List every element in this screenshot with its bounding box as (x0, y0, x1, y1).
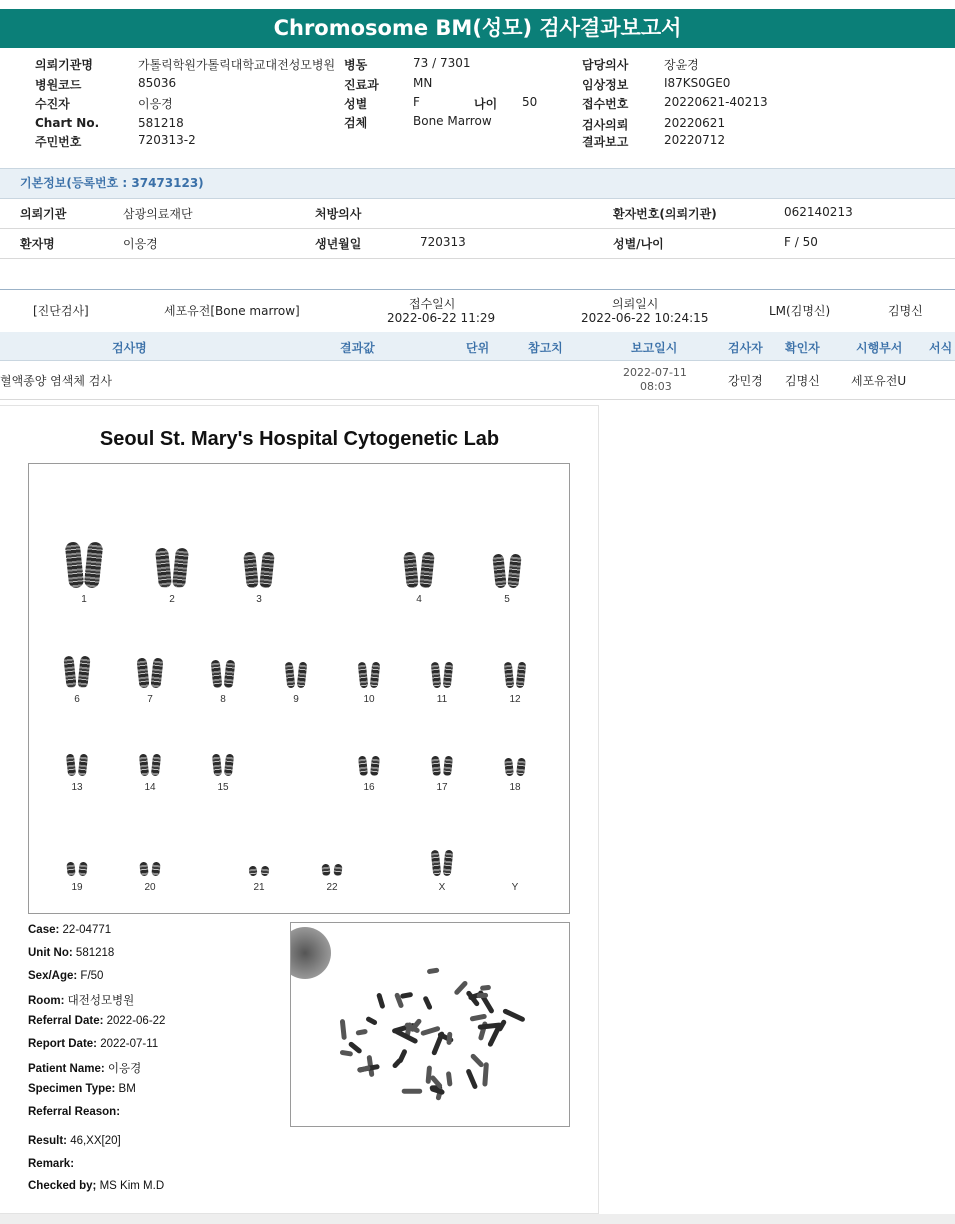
result-field: Result: 46,XX[20] (28, 1135, 121, 1147)
chromosome-pair-10 (359, 662, 380, 688)
chromosome (150, 658, 163, 689)
received-value: 2022-06-22 11:29 (387, 311, 496, 325)
divider (0, 289, 955, 290)
name-value: 이응경 (123, 237, 158, 251)
report-date: 2022-07-11 (623, 366, 687, 379)
metaphase-image (290, 922, 570, 1127)
chromosome (284, 662, 295, 689)
metaphase-chromosome (478, 1021, 488, 1041)
chromosome-label: 15 (217, 782, 229, 793)
header-value: 85036 (138, 76, 177, 90)
header-value: 50 (522, 95, 538, 109)
chromosome (66, 862, 75, 877)
header-value: 581218 (138, 116, 184, 130)
chromosome (212, 754, 222, 777)
doctor-label: 처방의사 (315, 207, 362, 221)
chromosome-label: 16 (363, 782, 375, 793)
chromosome-pair-15 (213, 754, 233, 776)
header-value: 장윤경 (664, 58, 699, 72)
chromosome (431, 756, 441, 777)
chromosome (419, 551, 434, 588)
pid-value: 062140213 (784, 205, 853, 219)
chromosome (224, 660, 236, 689)
chromosome-pair-11 (432, 662, 453, 688)
birth-value: 720313 (420, 235, 466, 249)
chromosome-label: 6 (74, 694, 80, 705)
chromosome-label: 13 (71, 782, 83, 793)
confirmer: 김명신 (785, 374, 820, 388)
chromosome-label: 10 (363, 694, 375, 705)
col-exam-name: 검사명 (112, 341, 147, 355)
metaphase-chromosome (469, 1014, 487, 1022)
karyotype-report (0, 405, 599, 1214)
header-value: 20220621 (664, 116, 726, 130)
referral-reason-field: Referral Reason: (28, 1106, 121, 1118)
chromosome-pair-21 (249, 866, 269, 876)
chromosome (358, 756, 368, 777)
col-tester: 검사자 (728, 341, 763, 355)
report-time: 08:03 (640, 380, 672, 393)
metaphase-chromosome (427, 967, 440, 974)
lab-title: Seoul St. Mary's Hospital Cytogenetic Lab (99, 428, 500, 450)
col-confirmer: 확인자 (785, 341, 820, 355)
chromosome (65, 541, 84, 588)
metaphase-chromosome (355, 1029, 367, 1036)
chromosome (443, 756, 453, 777)
chromosome-pair-14 (140, 754, 160, 776)
header-value: 이응경 (138, 97, 173, 111)
report-date-field: Report Date: 2022-07-11 (28, 1038, 159, 1050)
sex-age-field: Sex/Age: F/50 (28, 970, 104, 982)
chromosome-pair-7 (138, 658, 161, 688)
case-field: Case: 22-04771 (28, 924, 112, 936)
metaphase-chromosome (426, 1065, 433, 1084)
sexage-label: 성별/나이 (613, 237, 664, 251)
room-field: Room: 대전성모병원 (28, 995, 135, 1007)
chromosome-pair-4 (405, 552, 432, 588)
header-label: 검체 (344, 116, 368, 130)
chromosome (297, 662, 308, 689)
chromosome (211, 660, 223, 689)
patient-name-field: Patient Name: 이응경 (28, 1063, 142, 1075)
chromosome-label: 3 (256, 594, 262, 605)
header-label: 결과보고 (582, 135, 629, 149)
org-value: 삼광의료재단 (123, 207, 193, 221)
metaphase-chromosome (376, 992, 385, 1009)
chromosome-pair-3 (245, 552, 272, 588)
remark-field: Remark: (28, 1158, 75, 1170)
header-label: 진료과 (344, 78, 379, 92)
metaphase-chromosome (453, 980, 468, 996)
metaphase-chromosome (340, 1050, 354, 1057)
exam-table-header (0, 332, 955, 361)
interphase-nucleus (291, 927, 331, 979)
metaphase-chromosome (400, 992, 413, 999)
header-label: 접수번호 (582, 97, 629, 111)
sexage-value: F / 50 (784, 235, 818, 249)
chromosome (260, 866, 269, 877)
chromosome-pair-19 (67, 862, 87, 876)
header-value: 20220712 (664, 133, 726, 147)
chromosome-label: 18 (509, 782, 521, 793)
chromosome-pair-1 (67, 542, 100, 588)
tester: 강민경 (728, 374, 763, 388)
chromosome (172, 547, 189, 588)
header-label: 의뢰기관명 (35, 58, 93, 72)
chromosome (78, 862, 87, 877)
chromosome (248, 866, 257, 877)
chromosome-pair-12 (505, 662, 526, 688)
metaphase-chromosome (465, 990, 480, 1007)
chromosome-label: 22 (326, 882, 338, 893)
header-label: 수진자 (35, 97, 70, 111)
chromosome-label: 5 (504, 594, 510, 605)
chromosome (137, 658, 150, 689)
col-result: 결과값 (340, 341, 375, 355)
chromosome (78, 754, 88, 777)
chromosome (370, 662, 381, 689)
chromosome-label: 14 (144, 782, 156, 793)
header-label: 주민번호 (35, 135, 82, 149)
chromosome (370, 756, 380, 777)
birth-label: 생년월일 (315, 237, 362, 251)
chromosome (139, 754, 149, 777)
chromosome (224, 754, 234, 777)
col-form: 서식 (929, 341, 953, 355)
metaphase-chromosome (420, 1026, 441, 1037)
metaphase-chromosome (397, 1048, 408, 1063)
lm-doctor: LM(김명신) (769, 304, 831, 318)
header-value: MN (413, 76, 433, 90)
pid-label: 환자번호(의뢰기관) (613, 207, 717, 221)
metaphase-chromosome (446, 1032, 452, 1045)
chromosome (321, 864, 330, 877)
divider (0, 399, 955, 400)
chromosome (333, 864, 342, 877)
chromosome (404, 551, 419, 588)
checked-by-field: Checked by; MS Kim M.D (28, 1180, 165, 1192)
chromosome-pair-9 (286, 662, 307, 688)
chromosome (357, 662, 368, 689)
chromosome (84, 541, 103, 588)
chromosome-label: 12 (509, 694, 521, 705)
chromosome (244, 551, 259, 588)
chromosome-label: 9 (293, 694, 299, 705)
org-label: 의뢰기관 (20, 207, 67, 221)
header-label: 담당의사 (582, 58, 629, 72)
unit-no-field: Unit No: 581218 (28, 947, 115, 959)
name-label: 환자명 (20, 237, 55, 251)
chromosome (63, 656, 77, 689)
metaphase-chromosome (465, 1068, 478, 1089)
chromosome-label: 1 (81, 594, 87, 605)
metaphase-chromosome (340, 1019, 347, 1040)
chromosome (430, 662, 441, 689)
chromosome-label: 20 (144, 882, 156, 893)
header-label: 나이 (474, 97, 498, 111)
chromosome (516, 758, 526, 777)
chromosome-pair-18 (505, 758, 525, 776)
chromosome (516, 662, 527, 689)
metaphase-chromosome (422, 995, 433, 1010)
chromosome (430, 850, 441, 877)
chromosome-label: 2 (169, 594, 175, 605)
chromosome (155, 547, 172, 588)
header-value: 73 / 7301 (413, 56, 471, 70)
metaphase-chromosome (480, 985, 491, 991)
header-label: 병동 (344, 58, 368, 72)
exam-category: [진단검사] (33, 304, 89, 318)
chromosome (151, 754, 161, 777)
header-value: F (413, 95, 420, 109)
col-reference: 참고치 (528, 341, 563, 355)
chromosome-label: 17 (436, 782, 448, 793)
chromosome-pair-5 (494, 554, 520, 588)
exam-doctor: 김명신 (888, 304, 923, 318)
chromosome-pair-13 (67, 754, 87, 776)
col-dept: 시행부서 (856, 341, 903, 355)
chromosome-label: 4 (416, 594, 422, 605)
chromosome-pair-17 (432, 756, 452, 776)
chromosome (443, 662, 454, 689)
chromosome (504, 758, 514, 777)
chromosome-label: Y (511, 882, 519, 893)
chromosome-label: 19 (71, 882, 83, 893)
chromosome (139, 862, 148, 877)
metaphase-chromosome (502, 1008, 526, 1023)
chromosome (503, 662, 514, 689)
header-value: 20220621-40213 (664, 95, 768, 109)
report-title-bar: Chromosome BM(성모) 검사결과보고서 (0, 9, 955, 48)
chromosome-pair-8 (212, 660, 234, 688)
metaphase-chromosome (402, 1089, 423, 1094)
chromosome (492, 554, 506, 589)
chromosome-pair-22 (322, 864, 342, 876)
referral-date-field: Referral Date: 2022-06-22 (28, 1015, 166, 1027)
requested-label: 의뢰일시 (612, 297, 659, 311)
metaphase-chromosome (365, 1016, 378, 1026)
chromosome (66, 754, 76, 777)
chromosome (77, 656, 91, 689)
header-value: 720313-2 (138, 133, 196, 147)
chromosome-label: 7 (147, 694, 153, 705)
col-unit: 단위 (466, 341, 490, 355)
bottom-strip (0, 1214, 955, 1224)
divider (0, 228, 955, 229)
exam-name[interactable]: 혈액종양 염색체 검사 (0, 374, 112, 388)
header-label: 검사의뢰 (582, 118, 629, 132)
header-value: 가톨릭학원가톨릭대학교대전성모병원 (138, 58, 336, 72)
col-report-date: 보고일시 (631, 341, 678, 355)
chromosome-label: X (438, 882, 446, 893)
chromosome-pair-20 (140, 862, 160, 876)
chromosome-label: 21 (253, 882, 265, 893)
header-label: 임상정보 (582, 78, 629, 92)
divider (0, 258, 955, 259)
chromosome-pair-6 (65, 656, 89, 688)
header-value: Bone Marrow (413, 114, 492, 128)
metaphase-chromosome (477, 993, 489, 999)
chromosome (443, 850, 454, 877)
received-label: 접수일시 (409, 297, 456, 311)
metaphase-chromosome (446, 1071, 453, 1086)
metaphase-spread (291, 923, 569, 1126)
basic-info-header: 기본정보(등록번호 : 37473123) (0, 168, 955, 199)
chromosome-label: 8 (220, 694, 226, 705)
requested-value: 2022-06-22 10:24:15 (581, 311, 709, 325)
chromosome (151, 862, 160, 877)
specimen-type-field: Specimen Type: BM (28, 1083, 136, 1095)
performing-dept: 세포유전U (851, 374, 907, 388)
header-label: 병원코드 (35, 78, 82, 92)
karyogram (28, 463, 570, 914)
header-label: Chart No. (35, 116, 100, 130)
chromosome (259, 551, 274, 588)
chromosome-pair-2 (157, 548, 187, 588)
metaphase-chromosome (470, 1053, 485, 1068)
chromosome-pair-X (432, 850, 453, 876)
chromosome (507, 554, 521, 589)
chromosome-label: 11 (436, 694, 448, 705)
chromosome-pair-16 (359, 756, 379, 776)
header-value: I87KS0GE0 (664, 76, 731, 90)
header-label: 성별 (344, 97, 368, 111)
exam-dept: 세포유전[Bone marrow] (164, 304, 300, 318)
